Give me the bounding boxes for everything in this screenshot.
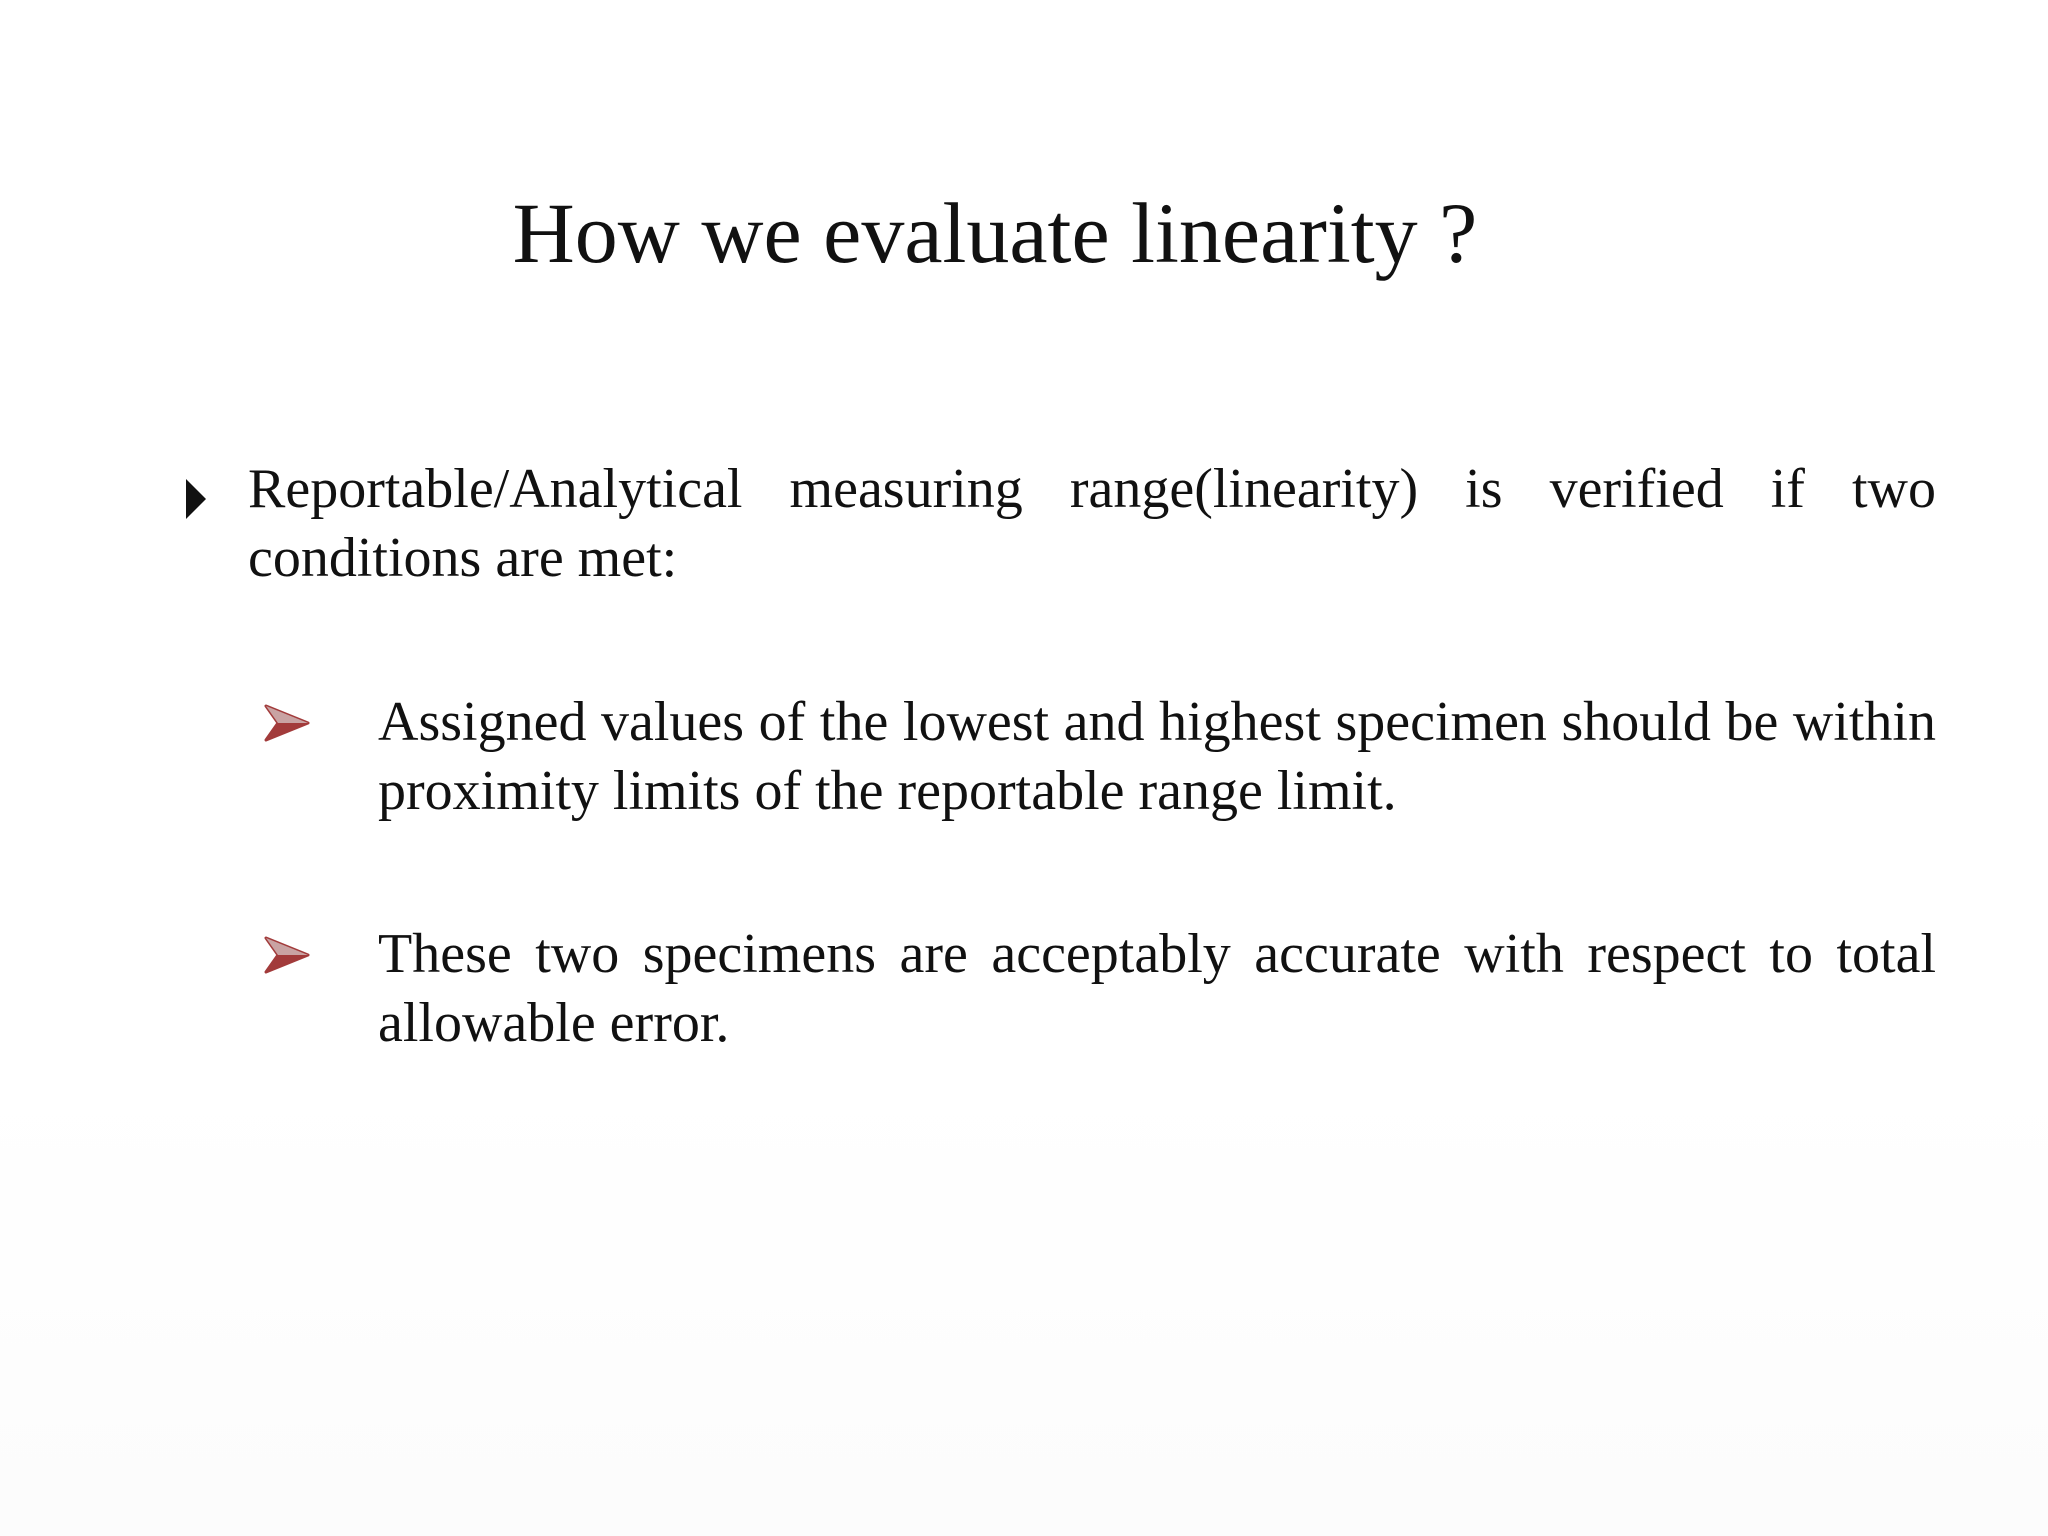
sub-bullet-text: These two specimens are acceptably accurate with respect to total allowable error. (378, 923, 1936, 1054)
arrowhead-bullet-icon (264, 700, 310, 746)
slide-title: How we evaluate linearity ? (512, 185, 1478, 281)
arrowhead-bullet-icon (264, 932, 310, 978)
triangle-bullet-icon (186, 479, 206, 519)
sub-bullet-text: Assigned values of the lowest and highest specimen should be within proximity limits of the reportable range limit. (378, 691, 1936, 822)
main-bullet-text: Reportable/Analytical measuring range(linearity) is verified if two conditions are met: (248, 458, 1936, 589)
